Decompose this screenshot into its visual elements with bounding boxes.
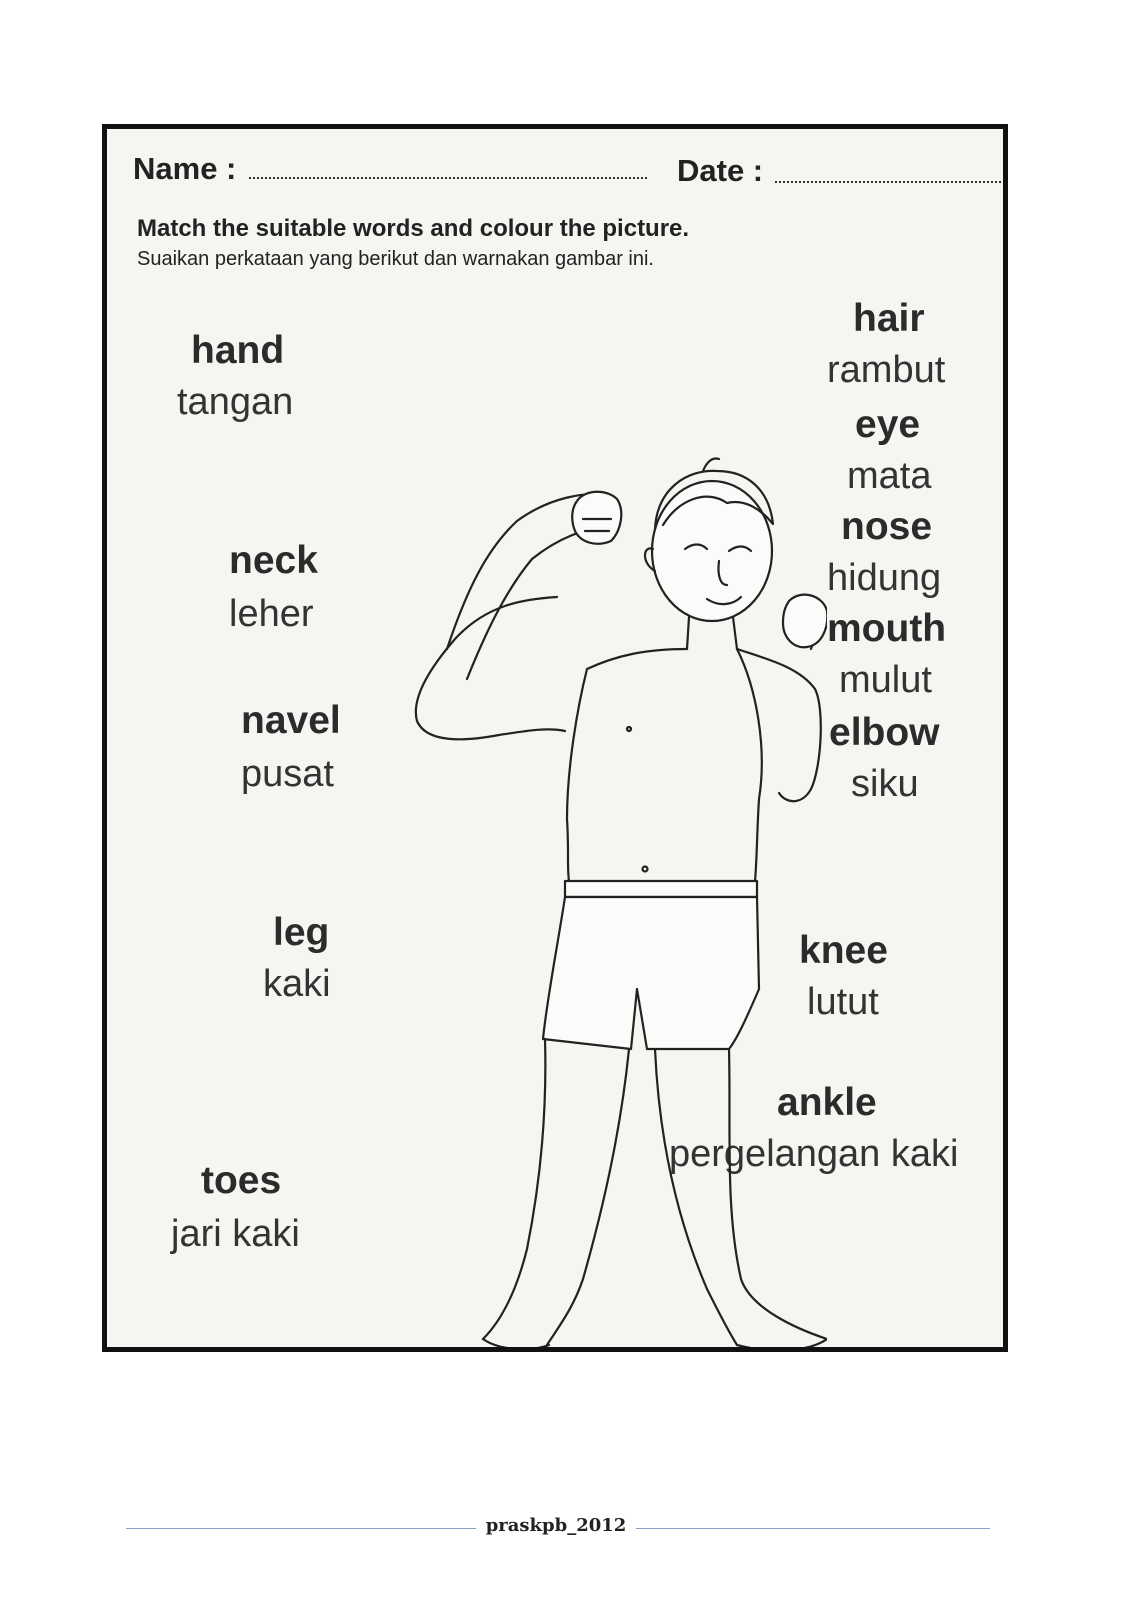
word-english-knee: knee xyxy=(799,929,888,972)
word-malay-leher: leher xyxy=(229,593,314,635)
navel-mark xyxy=(643,867,648,872)
word-english-neck: neck xyxy=(229,539,318,582)
footer-rule-left xyxy=(126,1528,476,1529)
footer-rule-right xyxy=(636,1528,990,1529)
word-english-hair: hair xyxy=(853,297,925,340)
word-english-mouth: mouth xyxy=(827,607,947,650)
boy-outline-drawing xyxy=(407,349,827,1352)
word-malay-mulut: mulut xyxy=(839,659,932,701)
word-malay-rambut: rambut xyxy=(827,349,946,391)
word-malay-tangan: tangan xyxy=(177,381,294,423)
word-english-navel: navel xyxy=(241,699,341,742)
shorts-waistband xyxy=(565,881,757,897)
name-label: Name : xyxy=(133,151,237,186)
left-leg-inner xyxy=(547,1049,629,1345)
left-foot-toes xyxy=(483,1339,549,1349)
boy-body-illustration xyxy=(407,349,827,1352)
word-english-leg: leg xyxy=(273,911,330,954)
word-english-elbow: elbow xyxy=(829,711,940,754)
date-field-line[interactable] xyxy=(775,181,1005,183)
instruction-english: Match the suitable words and colour the picture. xyxy=(137,215,690,242)
left-forearm-outline xyxy=(467,529,607,679)
left-arm-outline xyxy=(416,597,565,739)
name-field-line[interactable] xyxy=(249,177,647,179)
left-fist xyxy=(572,492,621,544)
right-leg-outer xyxy=(729,1049,827,1339)
shorts xyxy=(543,897,759,1049)
word-english-toes: toes xyxy=(201,1159,282,1202)
word-english-nose: nose xyxy=(841,505,933,548)
torso-right-outline xyxy=(737,649,762,881)
right-foot-toes xyxy=(737,1339,827,1350)
hair-tuft xyxy=(703,459,719,472)
head-outline xyxy=(652,481,772,621)
word-malay-jari-kaki: jari kaki xyxy=(171,1213,300,1255)
instruction-malay: Suaikan perkataan yang berikut dan warnakan gambar ini. xyxy=(137,248,654,270)
date-label: Date : xyxy=(677,153,764,188)
word-malay-mata: mata xyxy=(847,455,932,497)
word-malay-kaki: kaki xyxy=(263,963,331,1005)
torso-left-outline xyxy=(567,649,687,881)
right-upper-arm-outline xyxy=(737,649,821,801)
right-fist xyxy=(783,595,827,648)
word-english-eye: eye xyxy=(855,403,921,446)
right-leg-inner xyxy=(655,1049,737,1345)
word-malay-siku: siku xyxy=(851,763,919,805)
chest-mark-left xyxy=(627,727,631,731)
word-malay-lutut: lutut xyxy=(807,981,879,1023)
word-english-hand: hand xyxy=(191,329,285,372)
word-malay-pusat: pusat xyxy=(241,753,334,795)
left-leg-outer xyxy=(483,1039,545,1339)
word-malay-pergelangan-kaki: pergelangan kaki xyxy=(669,1133,959,1175)
word-malay-hidung: hidung xyxy=(827,557,942,599)
word-english-ankle: ankle xyxy=(777,1081,877,1124)
footer-label: praskpb_2012 xyxy=(485,1515,627,1536)
worksheet-frame xyxy=(102,124,1008,1352)
